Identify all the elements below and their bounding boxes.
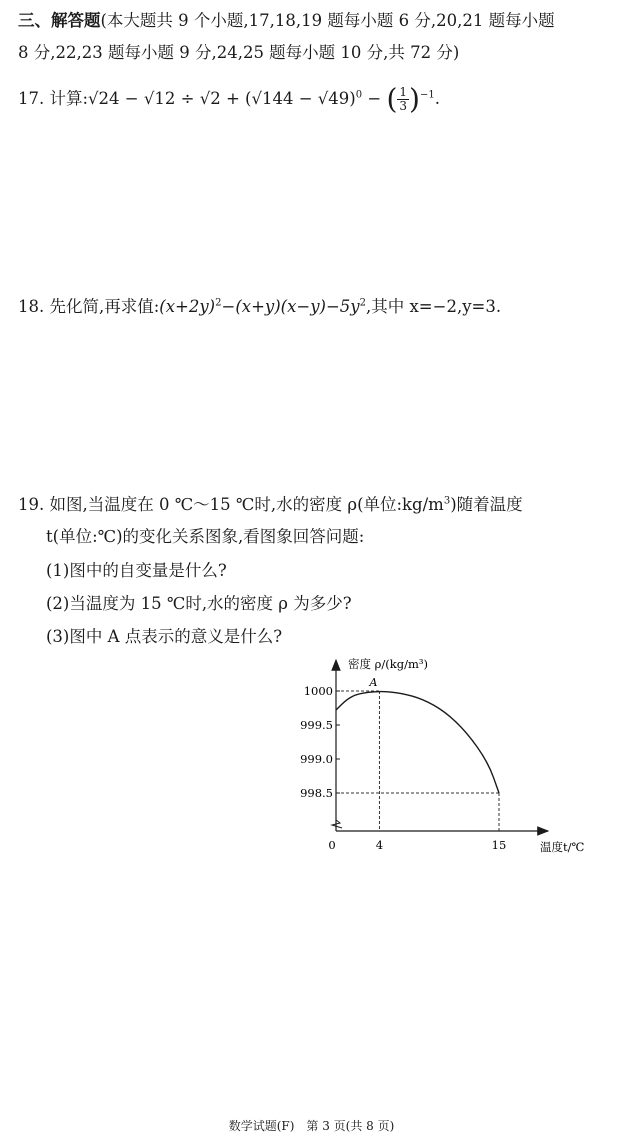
q17-prefix: 17. 计算: bbox=[18, 89, 89, 108]
axis-break-icon bbox=[332, 820, 342, 828]
question-19-line-2: t(单位:℃)的变化关系图象,看图象回答问题: bbox=[46, 527, 365, 546]
q17-exponent-zero: 0 bbox=[355, 89, 363, 101]
q17-expression: √24 − √12 ÷ √2 + (√144 − √49) bbox=[88, 89, 356, 108]
chart-ticks bbox=[300, 684, 506, 852]
q18-square-1: 2 bbox=[215, 297, 222, 309]
y-tick-label: 999.5 bbox=[300, 718, 333, 732]
q17-fraction-denominator: 3 bbox=[399, 99, 408, 113]
q18-condition: ,其中 x=−2,y=3. bbox=[366, 297, 502, 316]
q17-minus: − bbox=[362, 89, 387, 108]
question-18 bbox=[18, 296, 501, 318]
q17-right-paren: ) bbox=[409, 82, 420, 116]
q18-expression-1: (x+2y) bbox=[159, 297, 216, 316]
density-temperature-chart bbox=[290, 648, 610, 863]
q17-fraction-numerator: 1 bbox=[399, 85, 408, 99]
q17-left-paren: ( bbox=[386, 82, 398, 116]
q17-end: . bbox=[434, 89, 440, 108]
q19-subquestion-1: (1)图中的自变量是什么? bbox=[46, 561, 227, 580]
q18-square-2: 2 bbox=[359, 297, 366, 309]
q19-superscript: 3 bbox=[443, 495, 451, 507]
density-curve bbox=[336, 692, 499, 793]
q18-prefix: 18. 先化简,再求值: bbox=[18, 297, 160, 316]
question-19-line-1 bbox=[18, 494, 523, 516]
x-axis-label: 温度t/℃ bbox=[540, 840, 585, 854]
point-a-label: A bbox=[369, 676, 378, 689]
q17-exponent-neg-one: −1 bbox=[419, 89, 435, 101]
question-17 bbox=[18, 82, 440, 116]
page-footer: 数学试题(F) 第 3 页(共 8 页) bbox=[228, 1119, 395, 1133]
section-description-2: 8 分,22,23 题每小题 9 分,24,25 题每小题 10 分,共 72 分) bbox=[18, 43, 460, 62]
y-tick-label: 999.0 bbox=[300, 752, 333, 766]
section-title: 三、解答题 bbox=[18, 11, 101, 30]
q18-expression-2: −(x+y)(x−y)−5y bbox=[221, 297, 360, 316]
section-description-1: (本大题共 9 个小题,17,18,19 题每小题 6 分,20,21 题每小题 bbox=[100, 11, 555, 30]
q17-fraction bbox=[397, 86, 409, 113]
origin-label: 0 bbox=[328, 838, 336, 852]
section-header bbox=[18, 10, 555, 32]
x-tick-label: 4 bbox=[375, 838, 384, 852]
q19-text-a: 19. 如图,当温度在 0 ℃～15 ℃时,水的密度 ρ(单位:kg/m bbox=[18, 495, 444, 514]
q19-text-b: )随着温度 bbox=[450, 495, 523, 514]
q19-subquestion-3: (3)图中 A 点表示的意义是什么? bbox=[46, 627, 283, 646]
x-tick-label: 15 bbox=[491, 838, 507, 852]
q19-subquestion-2: (2)当温度为 15 ℃时,水的密度 ρ 为多少? bbox=[46, 594, 352, 613]
y-tick-label: 1000 bbox=[303, 684, 333, 698]
y-axis-label: 密度 ρ/(kg/m³) bbox=[348, 657, 428, 671]
chart-guides bbox=[336, 691, 499, 831]
y-tick-label: 998.5 bbox=[300, 786, 333, 800]
